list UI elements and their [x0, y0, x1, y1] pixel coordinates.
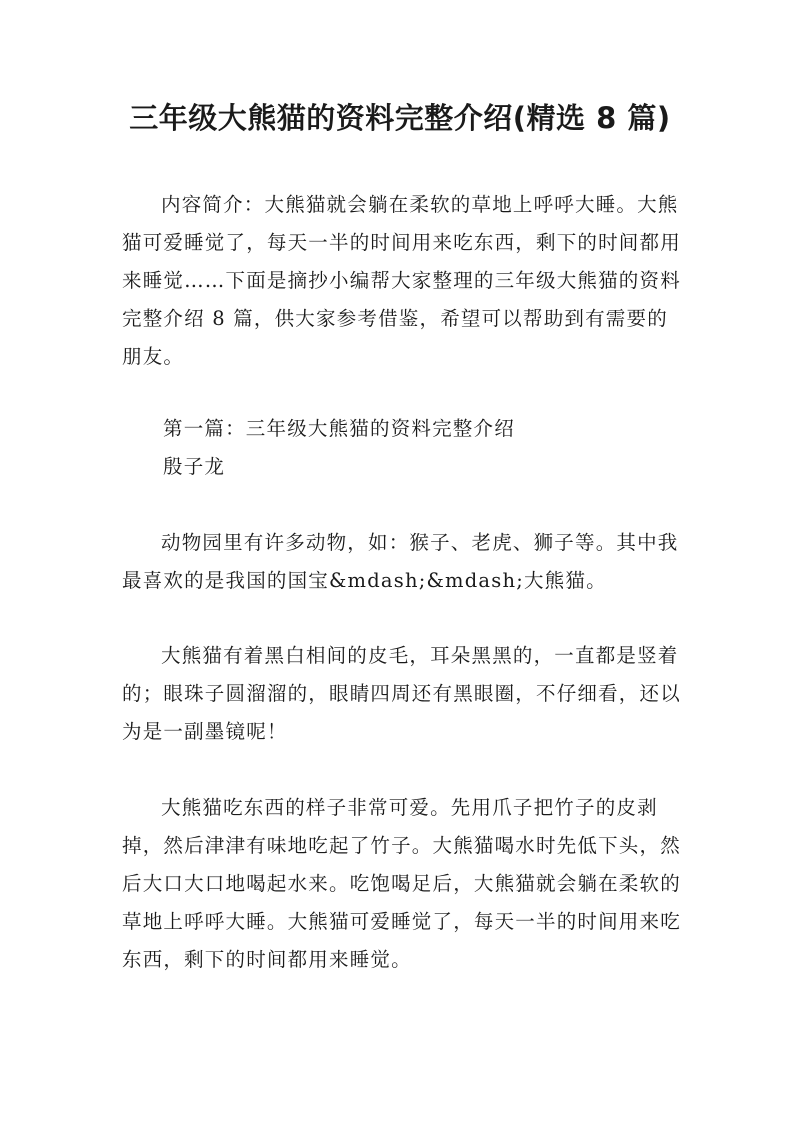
body-paragraph: 大熊猫吃东西的样子非常可爱。先用爪子把竹子的皮剥掉，然后津津有味地吃起了竹子。大熊猫喝水时先低下头，然后大口大口地喝起水来。吃饱喝足后，大熊猫就会躺在柔软的草地上呼呼大睡。大熊猫可爱睡觉了，每天一半的时间用来吃东西，剩下的时间都用来睡觉。 [122, 796, 681, 971]
body-paragraph: 动物园里有许多动物，如：猴子、老虎、狮子等。其中我最喜欢的是我国的国宝&mdash;&mdash;大熊猫。 [122, 531, 679, 592]
intro-paragraph: 内容简介：大熊猫就会躺在柔软的草地上呼呼大睡。大熊猫可爱睡觉了，每天一半的时间用来吃东西，剩下的时间都用来睡觉……下面是摘抄小编帮大家整理的三年级大熊猫的资料完整介绍 8 篇，供大家参考借鉴，希望可以帮助到有需要的朋友。 [122, 193, 681, 368]
author-name: 殷子龙 [163, 455, 226, 478]
section-heading: 第一篇：三年级大熊猫的资料完整介绍 [163, 417, 515, 440]
body-paragraph: 大熊猫有着黑白相间的皮毛，耳朵黑黑的，一直都是竖着的；眼珠子圆溜溜的，眼睛四周还有黑眼圈，不仔细看，还以为是一副墨镜呢！ [122, 644, 681, 743]
document-title: 三年级大熊猫的资料完整介绍(精选 8 篇) [129, 101, 671, 135]
